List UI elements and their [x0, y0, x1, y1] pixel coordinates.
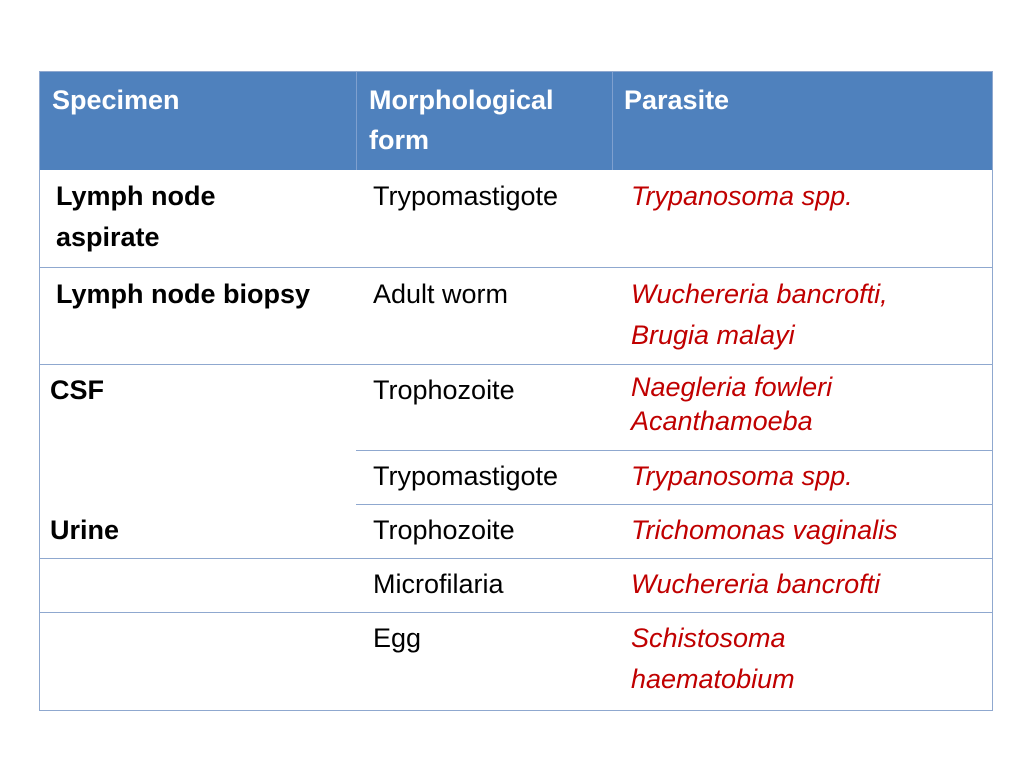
row-divider: [356, 450, 992, 451]
row-divider: [40, 267, 992, 268]
parasite-line: Brugia malayi: [631, 320, 795, 350]
table-row-1-specimen: [56, 176, 216, 258]
table-row-4-form: Trypomastigote: [373, 461, 559, 491]
row-divider: [40, 364, 992, 365]
specimen-line: Lymph node: [56, 181, 216, 211]
table-row-5-specimen: Urine: [50, 515, 120, 545]
table-row-7-form: Egg: [373, 623, 422, 653]
header-form-label-line2: form: [369, 125, 429, 155]
parasite-specimen-table: [39, 71, 993, 711]
parasite-line: Acanthamoeba: [631, 406, 813, 436]
header-form-label-line1: Morphological: [369, 85, 554, 115]
table-row-7-parasite: [631, 618, 795, 700]
table-row-3-parasite: [631, 370, 832, 438]
table-row-4-parasite: [631, 456, 853, 497]
specimen-line: aspirate: [56, 222, 160, 252]
parasite-line: Trypanosoma spp.: [631, 181, 853, 211]
parasite-line: haematobium: [631, 664, 795, 694]
table-row-2-parasite: [631, 274, 888, 356]
row-divider: [40, 558, 992, 559]
table-row-3-form: Trophozoite: [373, 375, 515, 405]
table-row-2-specimen: Lymph node biopsy: [56, 279, 311, 309]
header-divider: [612, 72, 613, 170]
header-divider: [356, 72, 357, 170]
parasite-line: Schistosoma: [631, 623, 786, 653]
header-specimen-label: Specimen: [52, 85, 180, 115]
table-row-1-form: Trypomastigote: [373, 181, 559, 211]
parasite-line: Trypanosoma spp.: [631, 461, 853, 491]
header-specimen: [52, 72, 180, 170]
header-morphological-form: [369, 72, 554, 170]
table-row-5-form: Trophozoite: [373, 515, 515, 545]
table-row-5-parasite: [631, 510, 898, 551]
table-row-1-parasite: [631, 176, 853, 217]
header-parasite: [624, 72, 729, 170]
header-parasite-label: Parasite: [624, 85, 730, 115]
table-row-3-specimen: CSF: [50, 375, 104, 405]
table-row-6-form: Microfilaria: [373, 569, 504, 599]
parasite-line: Trichomonas vaginalis: [631, 515, 898, 545]
table-row-2-form: Adult worm: [373, 279, 509, 309]
parasite-line: Wuchereria bancrofti,: [631, 279, 888, 309]
parasite-line: Naegleria fowleri: [631, 372, 833, 402]
row-divider: [40, 612, 992, 613]
row-divider: [356, 504, 992, 505]
table-header-row: [40, 72, 992, 170]
table-row-6-parasite: [631, 564, 880, 605]
parasite-line: Wuchereria bancrofti: [631, 569, 881, 599]
